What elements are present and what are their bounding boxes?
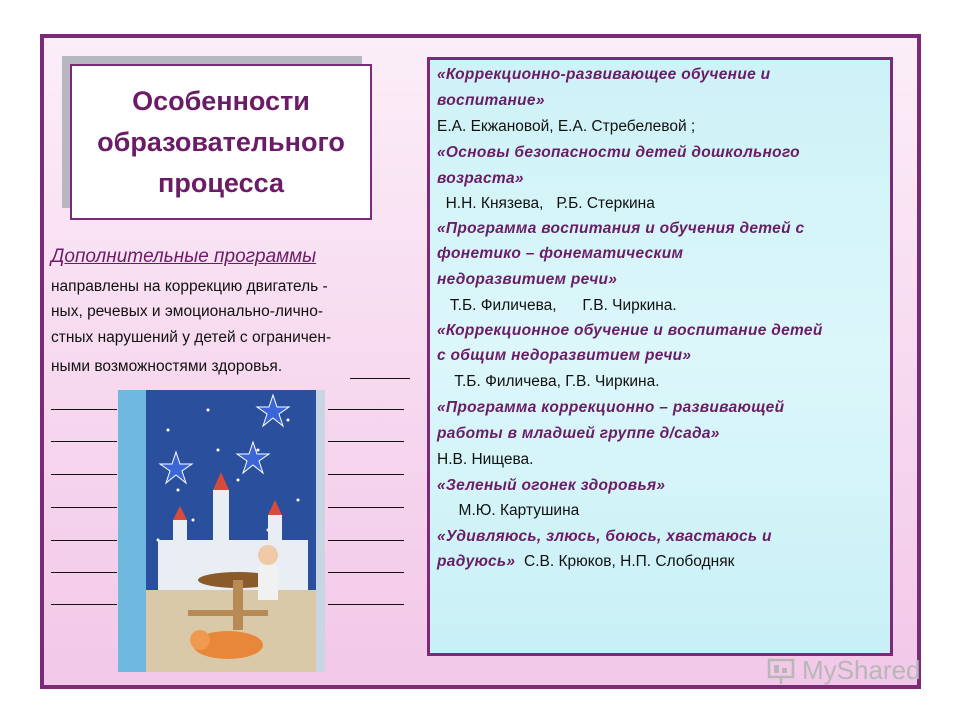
blank-line (328, 604, 404, 605)
program-title: воспитание» (437, 92, 545, 109)
blank-line (328, 441, 404, 442)
program-title: «Основы безопасности детей дошкольного (437, 144, 800, 161)
program-authors: С.В. Крюков, Н.П. Слободняк (524, 553, 735, 570)
program-title: с общим недоразвитием речи» (437, 347, 692, 364)
blank-line (51, 474, 117, 475)
presentation-icon (766, 656, 796, 686)
additional-programs-heading: Дополнительные программы (51, 246, 317, 267)
blank-line (51, 441, 117, 442)
program-title: «Программа коррекционно – развивающей (437, 399, 785, 416)
program-title: «Коррекционное обучение и воспитание детей (437, 322, 823, 339)
blank-line (328, 572, 404, 573)
program-authors: Н.Н. Князева, Р.Б. Стеркина (437, 195, 655, 212)
program-title: недоразвитием речи» (437, 271, 618, 288)
description-line: ных, речевых и эмоционально-лично- (51, 303, 323, 320)
program-authors: Н.В. Нищева. (437, 451, 534, 468)
blank-line (51, 409, 117, 410)
blank-line (328, 409, 404, 410)
blank-line (51, 540, 117, 541)
slide-title: Особенности образовательного процесса (97, 85, 345, 198)
description-line: ными возможностями здоровья. (51, 358, 283, 375)
program-authors: Е.А. Екжановой, Е.А. Стребелевой ; (437, 118, 696, 135)
blank-line (350, 378, 410, 379)
program-title: фонетико – фонематическим (437, 245, 684, 262)
program-title: «Удивляюсь, злюсь, боюсь, хвастаюсь и (437, 528, 772, 545)
title-box (70, 64, 372, 220)
classroom-photo (118, 390, 325, 672)
blank-line (51, 604, 117, 605)
description-line: направлены на коррекцию двигатель - (51, 278, 328, 295)
watermark (766, 655, 921, 686)
blank-line (51, 572, 117, 573)
watermark-text: MyShared (802, 655, 921, 685)
description-line: стных нарушений у детей с ограничен- (51, 329, 332, 346)
program-authors: Т.Б. Филичева, Г.В. Чиркина. (437, 297, 677, 314)
program-title: работы в младшей группе д/сада» (437, 425, 720, 442)
blank-line (328, 507, 404, 508)
blank-line (51, 507, 117, 508)
blank-line (328, 540, 404, 541)
program-title: «Зеленый огонек здоровья» (437, 477, 666, 494)
program-title: «Программа воспитания и обучения детей с (437, 220, 805, 237)
program-authors: Т.Б. Филичева, Г.В. Чиркина. (437, 373, 660, 390)
blank-line (328, 474, 404, 475)
program-title: радуюсь» (437, 553, 516, 570)
program-title: «Коррекционно-развивающее обучение и (437, 66, 771, 83)
program-authors: М.Ю. Картушина (437, 502, 580, 519)
program-title: возраста» (437, 170, 524, 187)
